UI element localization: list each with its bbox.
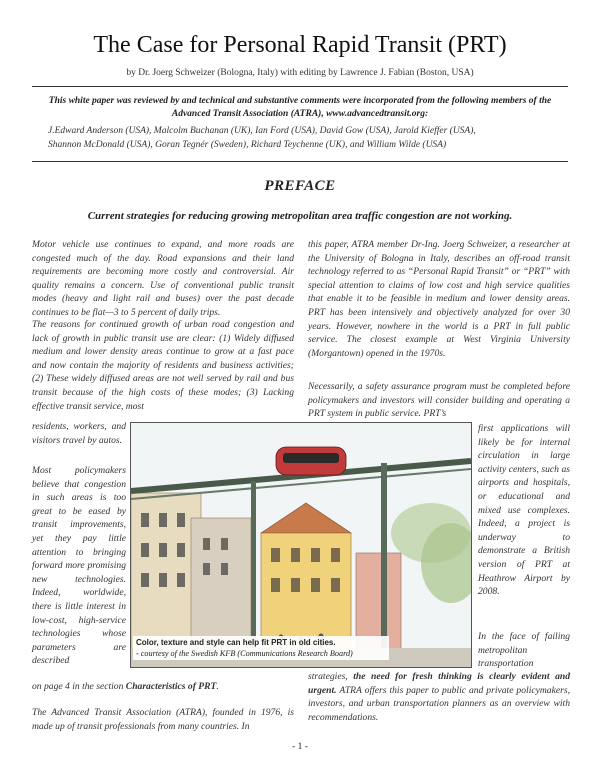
paper-title: The Case for Personal Rapid Transit (PRT)	[93, 32, 507, 58]
left-paragraph-1: Motor vehicle use continues to expand, and more roads are congested much of the day. Road expansions and their land requirements are becoming more costly and controversial. Air quality remains a concern. Use of conventional public transit modes (heavy and light rail and buses) over the past decade continues to be flat—3 to 5 percent of daily trips.	[32, 239, 294, 318]
left-paragraph-2: The reasons for continued growth of urban road congestion and lack of growth in public transit use are clear: (1) Widely diffused medium and lower density areas continue to grow at a fast pace and now contain the majority of residents and business activities; (2) These widely diffused areas are not well served by rail and bus transit because of the high costs of these modes; (3) Lacking effective transit service, most	[32, 319, 294, 412]
prt-city-illustration	[130, 422, 472, 668]
sketch-drawing	[131, 423, 471, 667]
right-paragraph-1: this paper, ATRA member Dr-Ing. Joerg Schweizer, a researcher at the University of Bologna in Italy, describes an off-road transit technology referred to as “Personal Rapid Transit” or “PRT” with special attention to claims of low cost and high service qualities that enable it to be feasible in medium and lower density areas. PRT has been intensively and objectively analyzed for over 30 years. However, nowhere in the world is a PRT in full public service. The closest example at West Virginia University (Morgantown) opened in the 1970s.	[308, 239, 570, 359]
left-paragraph-2-end: residents, workers, and visitors travel by autos.	[32, 421, 126, 446]
left-paragraph-4: The Advanced Transit Association (ATRA), founded in 1976, is made up of transit professionals from many countries. In	[32, 707, 294, 732]
section-heading: PREFACE	[264, 178, 336, 194]
right-paragraph-3-end	[308, 670, 570, 724]
caption-credit: - courtesy of the Swedish KFB (Communications Research Board)	[136, 649, 353, 658]
left-p3-end-bold: Characteristics of PRT	[125, 681, 217, 692]
subheading: Current strategies for reducing growing metropolitan area traffic congestion are not working.	[87, 210, 513, 222]
byline: by Dr. Joerg Schweizer (Bologna, Italy) with editing by Lawrence J. Fabian (Boston, USA)	[126, 68, 474, 78]
reviewer-list	[48, 124, 568, 152]
left-p3-end-post: .	[216, 681, 219, 692]
caption-title: Color, texture and style can help fit PRT in old cities.	[136, 638, 336, 647]
reviewers-line-2: Shannon McDonald (USA), Goran Tegnér (Sweden), Richard Teychenne (UK), and William Wilde (USA)	[48, 140, 447, 150]
page-number: - 1 -	[292, 742, 308, 752]
right-paragraph-3: In the face of failing metropolitan transportation	[478, 631, 570, 670]
left-paragraph-3: Most policymakers believe that congestion in such areas is too great to be eased by transit improvements, yet they pay little attention to bringing forward more promising new technologies. Indeed, worldwide, there is little interest in low-cost, high-service technologies whose parameters are described	[32, 465, 126, 667]
right-paragraph-2: Necessarily, a safety assurance program must be completed before policymakers and investors will consider building and operating a PRT system in public service. PRT’s	[308, 381, 570, 420]
left-p3-end-text: on page 4 in the section	[32, 681, 124, 692]
top-divider	[32, 86, 568, 87]
right-p3-end-text: strategies,	[308, 671, 348, 682]
figure-caption	[133, 636, 389, 660]
right-p3-end-bold: the need for fresh thinking is clearly evident and urgent.	[308, 671, 570, 696]
bottom-divider	[32, 161, 568, 162]
left-paragraph-3-end	[32, 680, 294, 694]
reviewers-line-1: J.Edward Anderson (USA), Malcolm Buchanan (UK), Ian Ford (USA), David Gow (USA), Jarold Kieffer (USA),	[48, 126, 476, 136]
review-note: This white paper was reviewed by and technical and substantive comments were incorporated from the following members of the Advanced Transit Association (ATRA), www.advancedtransit.org:	[48, 96, 552, 119]
right-p3-end-post: ATRA offers this paper to public and private policymakers, investors, and urban transportation planners as an overview with recommendations.	[308, 684, 570, 723]
right-paragraph-2-end: first applications will likely be for internal circulation in large activity centers, such as airports and hospitals, or educational and mixed use complexes. Indeed, a project is underway to demonstrate a British version of PRT at Heathrow Airport by 2008.	[478, 423, 570, 598]
